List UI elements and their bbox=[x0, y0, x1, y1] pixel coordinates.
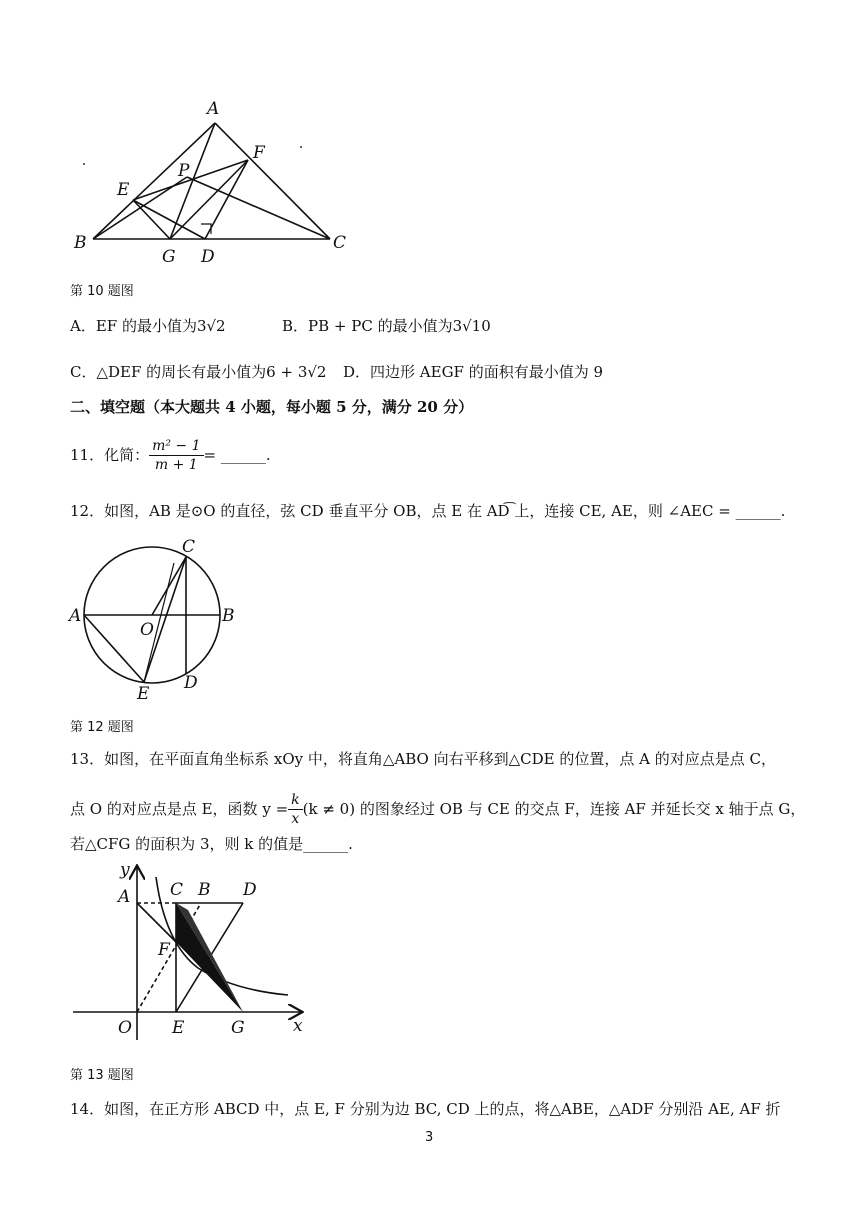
q13-label-x: x bbox=[293, 1016, 303, 1036]
q13-label-g: G bbox=[231, 1018, 245, 1038]
q12-figure bbox=[64, 535, 244, 705]
q10-line-ag bbox=[170, 123, 215, 239]
q10-label-p: P bbox=[178, 161, 190, 181]
q12-label-d: D bbox=[184, 673, 198, 693]
q11-prefix: 11．化简： bbox=[70, 446, 150, 464]
page-number: 3 bbox=[425, 1130, 434, 1145]
q13-label-d: D bbox=[243, 880, 257, 900]
q13-line-2-suffix: (k ≠ 0) 的图象经过 OB 与 CE 的交点 F，连接 AF 并延长交 x 轴于点 G， bbox=[302, 800, 806, 818]
q13-line-af bbox=[137, 903, 176, 942]
q10-right-angle-mark bbox=[201, 224, 211, 234]
q10-option-a: A．EF 的最小值为3√2 bbox=[70, 317, 226, 335]
q13-fraction bbox=[288, 791, 302, 828]
q13-line-1: 13．如图，在平面直角坐标系 xOy 中，将直角△ABO 向右平移到△CDE 的位置，点 A 的对应点是点 C， bbox=[70, 750, 776, 768]
q13-line-2-prefix: 点 O 的对应点是点 E，函数 y = bbox=[70, 800, 289, 818]
q10-line-eg bbox=[133, 200, 170, 239]
q11 bbox=[70, 433, 271, 477]
q12-label-b: B bbox=[222, 606, 235, 626]
q13-label-f: F bbox=[158, 940, 170, 960]
q10-caption: 第 10 题图 bbox=[70, 284, 134, 299]
q13-caption: 第 13 题图 bbox=[70, 1068, 134, 1083]
q14-text: 14．如图，在正方形 ABCD 中，点 E, F 分别为边 BC, CD 上的点，将△ABE，△ADF 分别沿 AE, AF 折 bbox=[70, 1100, 781, 1118]
q13-line-2 bbox=[70, 787, 805, 831]
q13-label-b: B bbox=[198, 880, 211, 900]
q10-label-g: G bbox=[162, 247, 176, 267]
q13-label-c: C bbox=[170, 880, 184, 900]
q12-label-e: E bbox=[137, 684, 150, 704]
q13-label-e: E bbox=[172, 1018, 185, 1038]
q10-label-f: F bbox=[253, 143, 265, 163]
q13-label-a: A bbox=[118, 887, 131, 907]
q10-option-c: C．△DEF 的周长有最小值为6 + 3√2 bbox=[70, 363, 327, 381]
q13-line-3: 若△CFG 的面积为 3，则 k 的值是______. bbox=[70, 835, 353, 853]
q12-label-c: C bbox=[182, 537, 196, 557]
q13-frac-num: k bbox=[288, 791, 302, 810]
q13-label-o: O bbox=[118, 1018, 132, 1038]
q10-label-c: C bbox=[333, 233, 347, 253]
q11-denominator: m + 1 bbox=[154, 456, 198, 473]
q13-frac-den: x bbox=[291, 810, 300, 827]
q10-label-e: E bbox=[117, 180, 130, 200]
q12-label-a: A bbox=[69, 606, 82, 626]
q10-line-ef bbox=[133, 160, 248, 200]
q12-label-o: O bbox=[140, 620, 154, 640]
q12-caption: 第 12 题图 bbox=[70, 720, 134, 735]
q13-label-y: y bbox=[120, 860, 130, 880]
q10-figure bbox=[60, 88, 360, 268]
q11-suffix: = ______. bbox=[203, 446, 271, 464]
section-2-heading: 二、填空题（本大题共 4 小题，每小题 5 分，满分 20 分） bbox=[70, 398, 474, 416]
q11-numerator: m² − 1 bbox=[149, 437, 203, 456]
q10-label-d: D bbox=[201, 247, 215, 267]
q10-line-pc bbox=[187, 177, 330, 239]
q11-fraction bbox=[149, 437, 203, 474]
q10-option-b: B．PB + PC 的最小值为3√10 bbox=[282, 317, 491, 335]
q13-figure bbox=[68, 855, 318, 1050]
q10-label-b: B bbox=[74, 233, 87, 253]
q12-text: 12．如图，AB 是⊙O 的直径，弦 CD 垂直平分 OB，点 E 在 AD͡ 上，连接 CE, AE，则 ∠AEC = ______. bbox=[70, 502, 786, 520]
q10-option-d: D．四边形 AEGF 的面积有最小值为 9 bbox=[343, 363, 604, 381]
q10-line-ac bbox=[215, 123, 330, 239]
q10-label-a: A bbox=[207, 99, 220, 119]
